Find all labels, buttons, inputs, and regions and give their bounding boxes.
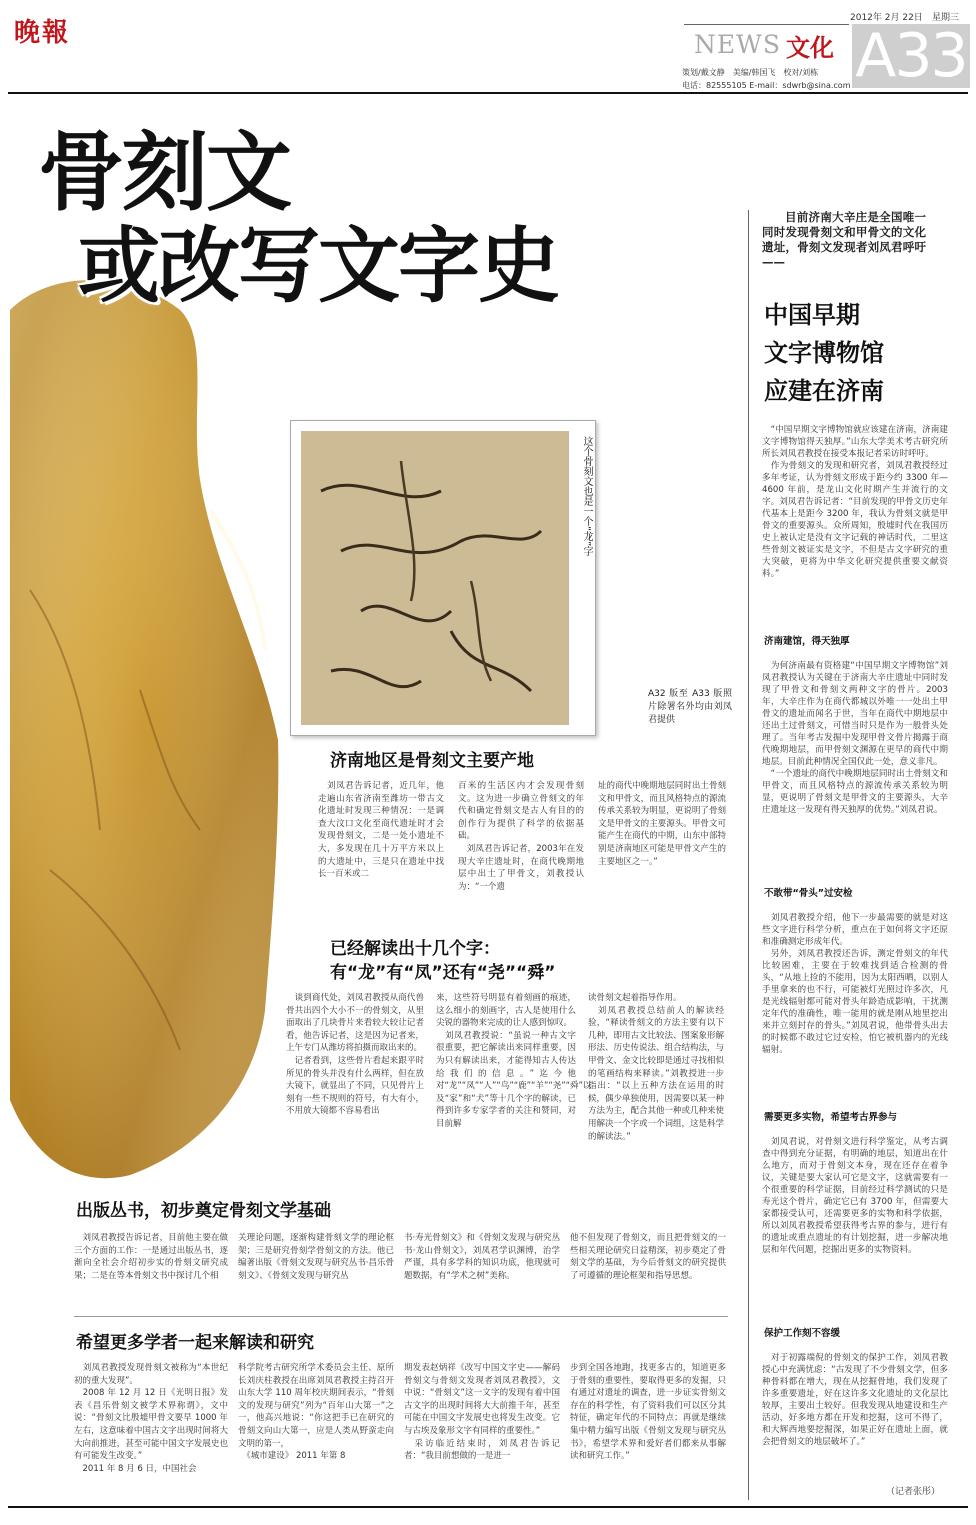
sidebar-divider <box>748 210 749 1500</box>
books-col-4: 他不但发现了骨刻文，而且把骨刻文的一些相关理论研究日益精深，初步奠定了骨刻文学的基础，为今后骨刻文的研究提供了可遵循的理论框架和指导思想。 <box>570 1233 726 1281</box>
contact-line: 电话：82555105 E-mail：sdwrb@sina.com <box>682 81 851 90</box>
decoded-col-2: 来，这些符号明显有着刻画的痕迹，这么细小的刻画字，古人是使用什么尖锐的器物来完成的让人感到惊叹。 刘凤君教授说：“虽说一种古文字很重要，把它解读出来同样重要，因为只有解读出来，才能得知古人传达给我们的信息。”迄今他对“龙”“凤”“人”“鸟”“鹿”“羊”“尧”“舜”以及“家”和“犬”等十几个字的解读，已得到许多专家学者的关注和赞同，对目前解 <box>436 993 592 1129</box>
sidebar-sub-3: 需要更多实物，希望考古界参与 <box>764 1112 898 1123</box>
headline-line-2: 或改写文字史 <box>78 219 559 314</box>
hope-col-4: 步到全国各地跑，找更多古的，知道更多于骨刻的重要性，要取得更多的发掘，只有通过对遗址的调查，进一步证实骨刻文存在的科学性，有了资料我们可以区分其特征，确定年代的不同特点；再就是继续集中精力编写出版《骨刻文发现与研究丛书》，希望学术界和爱好者们都来从事解读和研究工作。” <box>570 1363 726 1462</box>
sidebar-para-3: 刘凤君教授介绍，他下一步最需要的就是对这些文字进行科学分析，重点在于如何将文字还原和准确测定形成年代。 另外，刘凤君教授还告诉，测定骨刻文的年代比较困难，主要在于较难找到适合检测的骨头，“从地上捡的不能用，因为太阳西晒，以别人手里拿来的也不行，可能被灯光照过许多次，凡是光线辐射都可能对骨头年龄造成影响，干扰测定年代的准确性，唯一能用的就是刚从地里挖出来并立刻封存的骨头。”刘凤君说，他带骨头出去的时候都不敢过它过安检，怕它被机器内的光线辐射。 <box>762 913 948 1055</box>
photo-caption-vertical: 这个骨刻文也是一个“龙”字 <box>581 436 592 557</box>
decoded-col-1: 谈到商代处，刘凤君教授从商代兽骨共出四个大小不一的骨刻文，从里面取出了几块骨片来看较大较让记者看，他告诉记者，这是因为记者来，上午专门从潍坊将拍摄而取出来的。 记者看到，这些骨片看起来跟平时所见的骨头并没有什么两样，但在放大镜下，就显出了不同，只见骨片上刻有一些不规则的符号，有大有小，不用放大镜都不容易看出 <box>286 993 424 1117</box>
header-rule <box>684 24 849 25</box>
sidebar-title-3: 应建在济南 <box>764 377 884 405</box>
jinan-col-1: 刘凤君告诉记者，近几年，他走遍山东省济南至潍坊一带古文化遗址时发现三种情况：一是调查大汶口文化至商代遗址时才会发现骨刻文，二是一处小遗址不大，多发现在几十万平方米以上的大遗址中，三是只在遗址中找长一百米或二 <box>318 781 444 880</box>
news-label: NEWS <box>694 30 781 59</box>
photo-credit: A32 版至 A33 版照片除署名外均由刘凤君提供 <box>648 689 732 725</box>
bone-photo <box>10 270 280 1190</box>
section-label: 文化 <box>786 34 834 62</box>
sidebar-title-1: 中国早期 <box>764 301 860 329</box>
artifact-photo <box>290 420 596 736</box>
top-rule <box>8 92 968 94</box>
weekday: 星期三 <box>932 13 960 23</box>
bone-inscription-photo <box>301 431 569 725</box>
newspaper-logo: 晚報 <box>14 18 71 48</box>
sidebar-sub-4: 保护工作刻不容缓 <box>764 1328 841 1339</box>
books-heading: 出版丛书，初步奠定骨刻文学基础 <box>76 1201 331 1221</box>
hope-col-3: 期发表赵炳祥《改写中国文字史——解码骨刻文与骨刻文发现者刘凤君教授》，文中说：“骨刻文”这一文字的发现有着中国古文字的出现时间将大大前推千年，甚至可能在中国文字发展史也将发生改变。它与古埃及象形文字有同样的重要性。” 采访临近结束时，刘凤君告诉记者：“我目前想做的一是进一 <box>404 1363 560 1462</box>
hope-heading: 希望更多学者一起来解读和研究 <box>76 1333 314 1353</box>
sidebar-author: （记者张彤） <box>886 1487 941 1497</box>
page-number: A33 <box>852 24 970 88</box>
sidebar-para-2: 为何济南最有资格建“中国早期文字博物馆”刘凤君教授认为关键在于济南大辛庄遗址中同时发现了甲骨文和骨刻文两种文字的骨片。2003 年，大辛庄作为在商代都城以外唯一一处出土甲骨文的遗址而闻名于世，当年在商代中期地层中还出土过骨刻文，可惜当时只是作为一般骨头处理了。当年考古发掘中发现甲骨文骨片揭露于商代晚期地层，而甲骨刻文渊源在更早的商代中期地层。目前此种情况全国仅此一处，意义非凡。 “一个遗址的商代中晚期地层同时出土骨刻文和甲骨文，而且风格特点的源流传承关系较为明显，更说明了骨刻文是甲骨文的主要源头，大辛庄遗址这一发现有得天独厚的优势。”刘凤君说。 <box>762 661 948 815</box>
bottom-rule <box>8 1506 968 1508</box>
jinan-col-2: 百米的生活区内才会发现骨刻文。这为进一步确立骨刻文的年代和确定骨刻文是古人有目的的创作行为提供了科学的依据基础。 刘凤君告诉记者，2003年在发现大辛庄遗址时，在商代晚期地层中出土了甲骨文，刘教授认为：“一个遗 <box>458 781 584 892</box>
hope-col-1: 刘凤君教授发现骨刻文被称为“本世纪初的重大发现”。 2008 年 12 月 12 日《光明日报》发表《昌乐骨刻文被学术界称谓》，文中说：“骨刻文比殷墟甲骨文要早 1000 年左右，这意味着中国古文字出现时间将大大向前推进，甚至可能中国文字发展史也有可能发生改变。” 2011 年 8 月 6 日，中国社会 <box>74 1363 228 1474</box>
decoded-col-3: 读骨刻文起着指导作用。 刘凤君教授总结前人的解读经验，“释读骨刻文的方法主要有以下几种，即用古文比较法、图案象形解形法、历史传说法、组合结构法，与甲骨文、金文比较即是通过寻找相似的笔画结构来释读。”刘教授进一步指出：“以上五种方法在运用的时候，偶少单独使用，因需要以某一种方法为主，配合其他一种或几种来使用解决一个字或一个词组，这是科学的解读法。” <box>588 993 725 1142</box>
books-col-2: 关理论问题，逐渐构建骨刻文学的理论框架；三是研究骨刻学骨刻文的方法。他已编著出版《骨刻文发现与研究丛书·昌乐骨刻文》、《骨刻文发现与研究丛 <box>238 1233 394 1281</box>
jinan-col-3: 址的商代中晚期地层同时出土骨刻文和甲骨文，而且风格特点的源流传承关系较为明显，更说明了骨刻文是甲骨文的主要源头。甲骨文可能产生在商代的中期，山东中部特别是济南地区可能是甲骨文产生的主要地区之一。” <box>598 781 726 867</box>
decoded-heading-2: 有“龙”有“凤”还有“尧”“舜” <box>330 963 556 983</box>
sidebar-intro: 目前济南大辛庄是全国唯一同时发现骨刻文和甲骨文的文化遗址，骨刻文发现者刘凤君呼吁—— <box>762 210 926 269</box>
sidebar-sub-2: 不敢带“骨头”过安检 <box>764 888 853 899</box>
sidebar-para-4: 刘凤君说，对骨刻文进行科学鉴定，从考古调查中得到充分证据，有明确的地层，知道出在什么地方，而对于骨刻文本身，现在还存在着争议，关键是要大家认可它是文字，这就需要有一个很重要的科学证据，目前经过科学测试的只是寿光这个骨片，确定它已有 3700 年，但需要大家都接受认可，还需要更多的实物和科学依据，所以刘凤君教授希望获得考古界的参与，进行有的遗址或重点遗址的有计划挖掘，进一步解决地层和年代问题，挖掘出更多的实物资料。 <box>762 1137 948 1255</box>
headline-line-1: 骨刻文 <box>38 123 290 223</box>
date: 2012年 2月 22日 <box>850 13 923 23</box>
decoded-heading-1: 已经解读出十几个字： <box>330 939 500 959</box>
sidebar-title-2: 文字博物馆 <box>764 339 884 367</box>
staff-line: 策划/戴文静 美编/韩国飞 校对/刘栋 <box>682 68 819 77</box>
sidebar-para-1: “中国早期文字博物馆就应该建在济南，济南建文字博物馆得天独厚。”山东大学美术考古研究所所长刘凤君教授在接受本报记者采访时呼吁。 作为骨刻文的发现和研究者，刘凤君教授经过多年考证，认为骨刻文形成于距今约 3300 年—4600 年前，是龙山文化时期产生并流行的文字。刘凤君告诉记者：“目前发现的甲骨文历史年代基本上是距今 3200 年，我认为骨刻文就是甲骨文的重要源头。众所周知，殷墟时代在我国历史上被认定是没有文字记载的神话时代，二里这些骨刻文被证实是文字，不但是古文字研究的重大突破，更将为中华文化研究提供重要文献资料。” <box>762 425 948 579</box>
sidebar-sub-1: 济南建馆，得天独厚 <box>764 636 850 647</box>
books-col-1: 刘凤君教授告诉记者，目前他主要在做三个方面的工作：一是通过出版丛书，逐渐向全社会介绍初步实的骨刻文研究成果；二是在等本骨刻文书中探讨几个相 <box>74 1233 228 1281</box>
jinan-heading: 济南地区是骨刻文主要产地 <box>330 751 534 771</box>
section-divider <box>74 1316 728 1317</box>
books-col-3: 书·寿光骨刻文》和《骨刻文发现与研究丛书·龙山骨刻文》，刘凤君学识渊博，治学严谨，具有多学科的知识功底，他现就可题数据，有“学术之树”美称。 <box>404 1233 560 1281</box>
sidebar-para-5: 对于初露端倪的骨刻文的保护工作，刘凤君教授心中充满忧虑：“古发现了不少骨刻文学，但多种骨料都在增大，现在从挖掘骨地，我们发现了许多重要遗址，好在这许多文化遗址的文化层比较厚，主要出土较好。但我发现从地建设和生产活动，好多地方都在开发和挖掘，这可不得了，和大辉西地要挖掘深，如果正好在遗址上面，就会把骨刻文的地层破坏了。” <box>762 1353 948 1447</box>
hope-col-2: 科学院考古研究所学术委员会主任、原所长刘庆柱教授在出席刘凤君教授主持召开山东大学 110 周年校庆期间表示，“骨刻文的发现与研究”列为“百年山大第一”之一，他高兴地说：“你这把手已在研究的骨刻文向山大第一，应是人类从野蛮走向文明的第一， 《城市建设》 2011 年第 8 <box>238 1363 394 1462</box>
